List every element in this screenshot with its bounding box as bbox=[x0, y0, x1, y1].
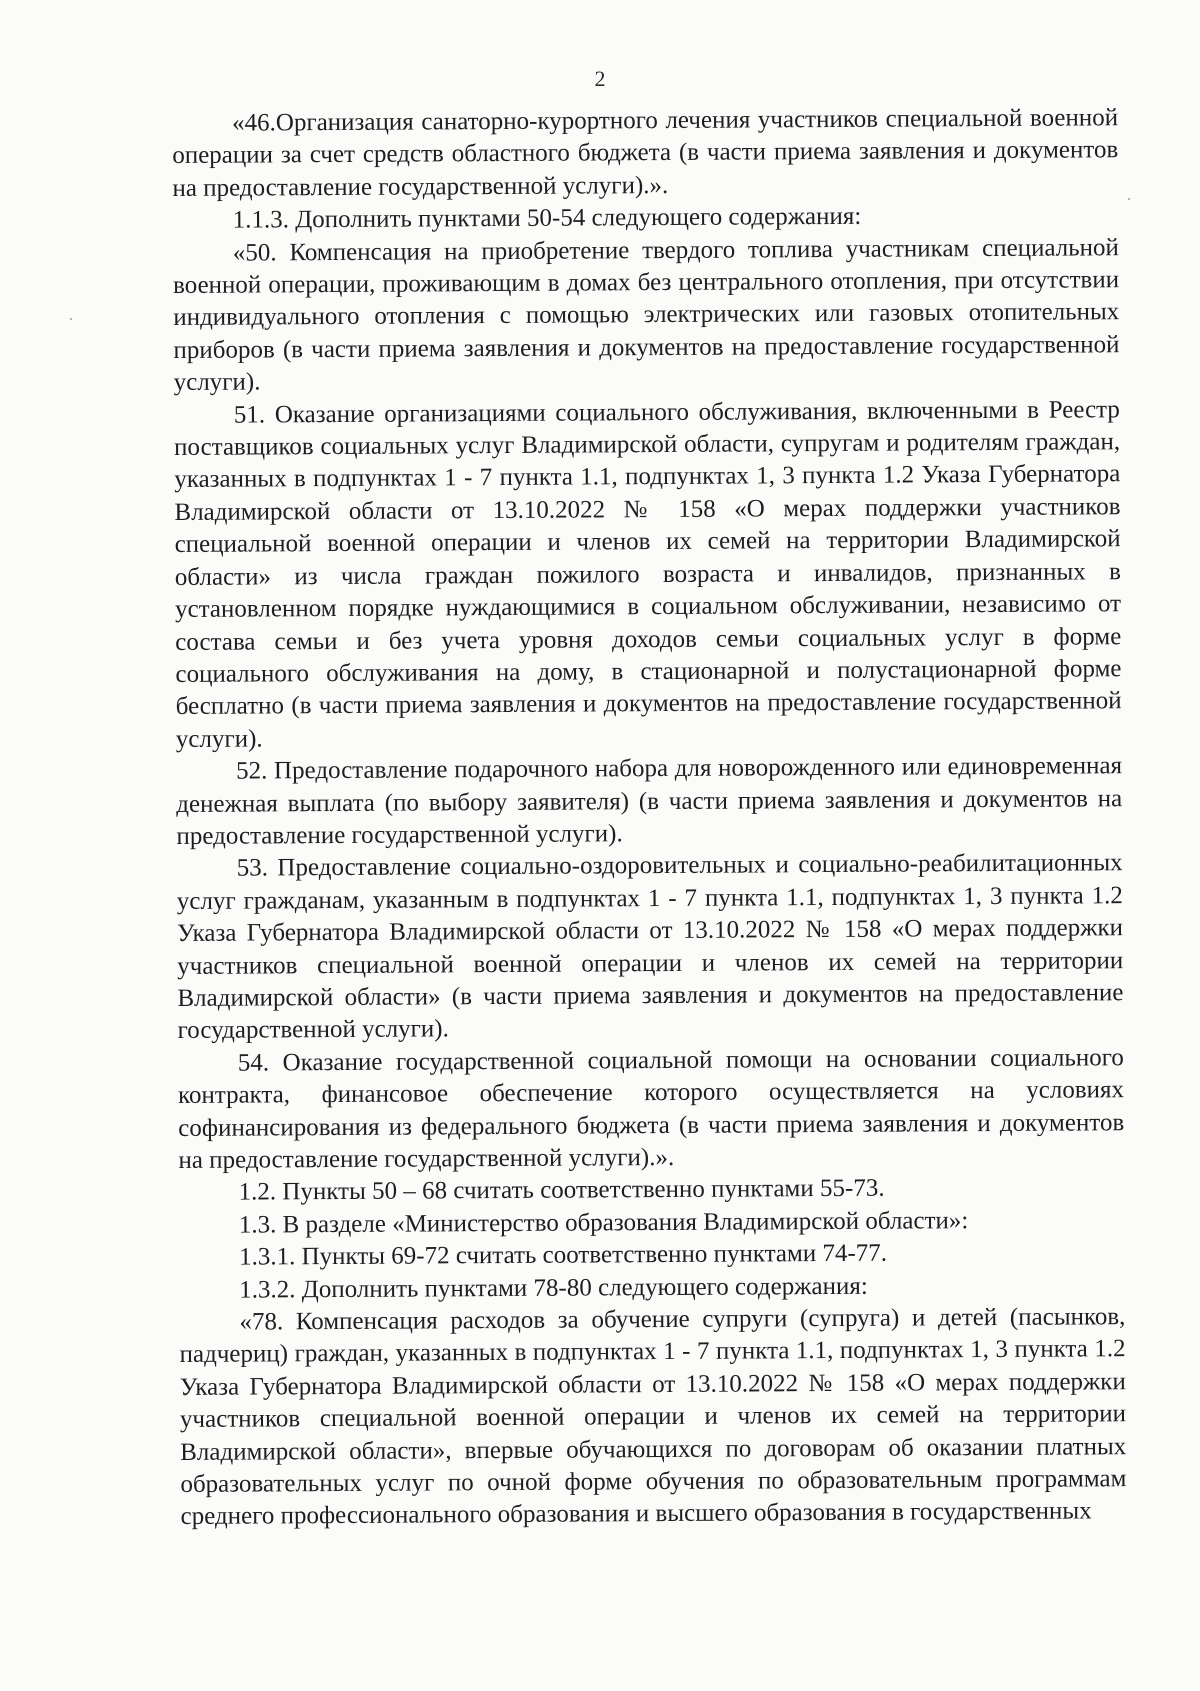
scan-speck bbox=[70, 318, 72, 320]
document-body bbox=[172, 102, 1127, 1534]
paragraph-subsection-1-3-2: 1.3.2. Дополнить пунктами 78-80 следующего содержания: bbox=[239, 1272, 868, 1304]
paragraph-item-78: «78. Компенсация расходов за обучение супруги (супруга) и детей (пасынков, падчериц) граждан, указанных в подпунктах 1 - 7 пункта 1.1, подпунктах 1, 3 пункта 1.2 Указа Губернатора Владимирской области от 13.10.2022 № 158 «О мерах поддержки участников специальной военной операции и членов их семей на территории Владимирской области», впервые обучающихся по договорам об оказании платных образовательных услуг по очной форме обучения по образовательным программам среднего профессионального образования и высшего образования в государственных bbox=[179, 1303, 1127, 1531]
page-number: 2 bbox=[594, 66, 606, 91]
paragraph-subsection-1-3-1: 1.3.1. Пункты 69-72 считать соответственно пунктами 74-77. bbox=[238, 1239, 888, 1271]
paragraph-item-53: 53. Предоставление социально-оздоровительных и социально-реабилитационных услуг гражданам, указанным в подпунктах 1 - 7 пункта 1.1, подпунктах 1, 3 пункта 1.2 Указа Губернатора Владимирской области от 13.10.2022 № 158 «О мерах поддержки участников специальной военной операции и членов их семей на территории Владимирской области» (в части приема заявления и документов на предоставление государственной услуги). bbox=[176, 849, 1124, 1045]
paragraph-item-46: «46.Организация санаторно-курортного лечения участников специальной военной операции за счет средств областного бюджета (в части приема заявления и документов на предоставление государственной услуги).». bbox=[172, 104, 1119, 202]
paragraph-subsection-1-1-3: 1.1.3. Дополнить пунктами 50-54 следующего содержания: bbox=[232, 203, 862, 234]
paragraph-item-50: «50. Компенсация на приобретение твердого топлива участникам специальной военной операции, проживающим в домах без центрального отопления, при отсутствии индивидуального отопления с помощью электрических или газовых отопительных приборов (в части приема заявления и документов на предоставление государственной услуги). bbox=[173, 233, 1120, 397]
paragraph-item-54: 54. Оказание государственной социальной помощи на основании социального контракта, финансовое обеспечение которого осуществляется на условиях софинансирования из федерального бюджета (в части приема заявления и документов на предоставление государственной услуги).». bbox=[177, 1043, 1125, 1174]
scan-speck bbox=[1128, 198, 1130, 200]
paragraph-section-1-3: 1.3. В разделе «Министерство образования Владимирской области»: bbox=[238, 1206, 969, 1239]
paragraph-item-51: 51. Оказание организациями социального обслуживания, включенными в Реестр поставщиков социальных услуг Владимирской области, супругам и родителям граждан, указанных в подпунктах 1 - 7 пункта 1.1, подпунктах 1, 3 пункта 1.2 Указа Губернатора Владимирской области от 13.10.2022 № 158 «О мерах поддержки участников специальной военной операции и членов их семей на территории Владимирской области» из числа граждан пожилого возраста и инвалидов, признанных в установленном порядке нуждающимися в социальном обслуживании, независимо от состава семьи и без учета уровня доходов семьи социальных услуг в форме социального обслуживания на дому, в стационарной и полустационарной форме бесплатно (в части приема заявления и документов на предоставление государственной услуги). bbox=[173, 395, 1122, 753]
paragraph-section-1-2: 1.2. Пункты 50 – 68 считать соответственно пунктами 55-73. bbox=[238, 1175, 885, 1207]
paragraph-item-52: 52. Предоставление подарочного набора для новорожденного или единовременная денежная выплата (по выбору заявителя) (в части приема заявления и документов на предоставление государственной услуги). bbox=[176, 752, 1123, 850]
